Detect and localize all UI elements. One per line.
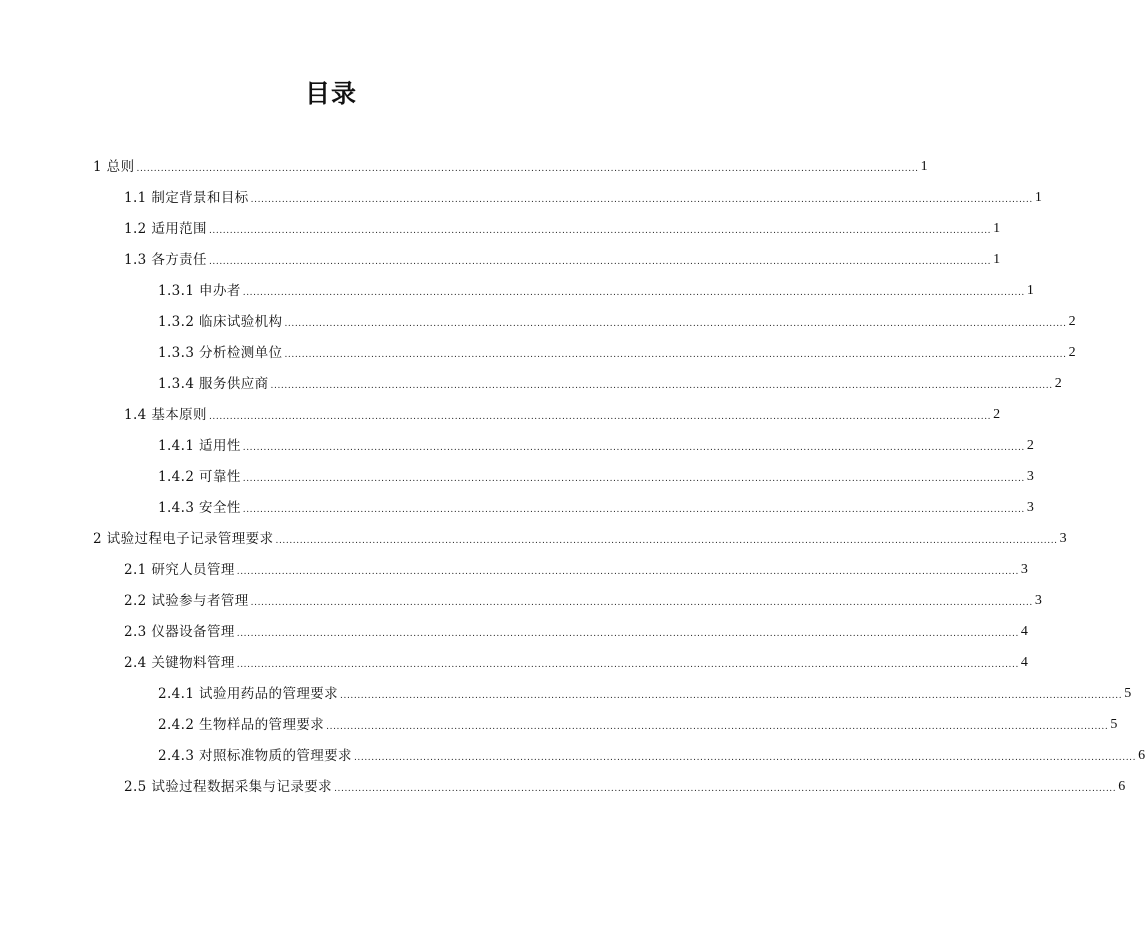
toc-dot-leader: .................................................................................................................................................................................................................................. bbox=[242, 443, 1025, 453]
toc-entry-1-3-4[interactable] bbox=[158, 362, 1062, 393]
toc-entry-label: 1.4 基本原则 bbox=[124, 407, 207, 423]
toc-entry-2-4-2[interactable] bbox=[158, 703, 1118, 734]
toc-entry-2-3[interactable] bbox=[124, 610, 1028, 641]
toc-page-number: 1 bbox=[993, 252, 1001, 267]
toc-page-number: 3 bbox=[1034, 593, 1042, 608]
toc-entry-label: 1 总则 bbox=[93, 159, 135, 175]
toc-page-number: 1 bbox=[1026, 283, 1034, 298]
toc-page-number: 6 bbox=[1138, 748, 1145, 763]
toc-page-number: 2 bbox=[1026, 438, 1034, 453]
toc-page-number: 2 bbox=[1054, 376, 1062, 391]
toc-entry-1-3-3[interactable] bbox=[158, 331, 1076, 362]
toc-page-number: 2 bbox=[1068, 345, 1076, 360]
toc-entry-1-4-1[interactable] bbox=[158, 424, 1034, 455]
toc-page-number: 2 bbox=[993, 407, 1001, 422]
toc-dot-leader: .................................................................................................................................................................................................................................. bbox=[208, 412, 992, 422]
toc-entry-label: 1.3.2 临床试验机构 bbox=[158, 314, 283, 330]
toc-entry-1-4-3[interactable] bbox=[158, 486, 1034, 517]
toc-page-number: 2 bbox=[1068, 314, 1076, 329]
toc-entry-label: 1.1 制定背景和目标 bbox=[124, 190, 249, 206]
toc-entry-label: 1.3.1 申办者 bbox=[158, 283, 241, 299]
toc-dot-leader: .................................................................................................................................................................................................................................. bbox=[353, 753, 1137, 763]
toc-entry-label: 2.4 关键物料管理 bbox=[124, 655, 235, 671]
toc-entry-2-2[interactable] bbox=[124, 579, 1042, 610]
toc-page-number: 1 bbox=[920, 159, 928, 174]
toc-page-number: 4 bbox=[1020, 655, 1028, 670]
toc-dot-leader: .................................................................................................................................................................................................................................. bbox=[236, 660, 1019, 670]
toc-dot-leader: .................................................................................................................................................................................................................................. bbox=[236, 629, 1019, 639]
toc-dot-leader: .................................................................................................................................................................................................................................. bbox=[340, 691, 1123, 701]
toc-entry-label: 1.3.4 服务供应商 bbox=[158, 376, 269, 392]
toc-dot-leader: .................................................................................................................................................................................................................................. bbox=[250, 195, 1033, 205]
toc-entry-1-4-2[interactable] bbox=[158, 455, 1034, 486]
toc-entry-2-4-1[interactable] bbox=[158, 672, 1132, 703]
toc-dot-leader: .................................................................................................................................................................................................................................. bbox=[326, 722, 1109, 732]
toc-dot-leader: .................................................................................................................................................................................................................................. bbox=[208, 226, 992, 236]
toc-entry-1-3-1[interactable] bbox=[158, 269, 1034, 300]
toc-page-number: 3 bbox=[1020, 562, 1028, 577]
toc-page-number: 5 bbox=[1124, 686, 1132, 701]
toc-dot-leader: .................................................................................................................................................................................................................................. bbox=[208, 257, 992, 267]
toc-entry-1-3[interactable] bbox=[124, 238, 1001, 269]
toc-page-number: 3 bbox=[1026, 469, 1034, 484]
toc-entry-1-1[interactable] bbox=[124, 176, 1042, 207]
toc-dot-leader: .................................................................................................................................................................................................................................. bbox=[250, 598, 1033, 608]
toc-page-number: 4 bbox=[1020, 624, 1028, 639]
toc-entry-label: 1.3 各方责任 bbox=[124, 252, 207, 268]
toc-entry-label: 2.4.1 试验用药品的管理要求 bbox=[158, 686, 339, 702]
toc-entry-2-4-3[interactable] bbox=[158, 734, 1145, 765]
toc-page-number: 1 bbox=[1034, 190, 1042, 205]
toc-entry-1-4[interactable] bbox=[124, 393, 1001, 424]
toc-entry-label: 1.2 适用范围 bbox=[124, 221, 207, 237]
toc-entry-label: 1.4.3 安全性 bbox=[158, 500, 241, 516]
toc-dot-leader: .................................................................................................................................................................................................................................. bbox=[136, 164, 919, 174]
toc-entry-2[interactable] bbox=[93, 517, 1067, 548]
toc-entry-label: 2.2 试验参与者管理 bbox=[124, 593, 249, 609]
toc-dot-leader: .................................................................................................................................................................................................................................. bbox=[236, 567, 1019, 577]
toc-dot-leader: .................................................................................................................................................................................................................................. bbox=[270, 381, 1053, 391]
toc-dot-leader: .................................................................................................................................................................................................................................. bbox=[284, 319, 1067, 329]
toc-entry-label: 2.3 仪器设备管理 bbox=[124, 624, 235, 640]
toc-page-number: 6 bbox=[1118, 779, 1126, 794]
toc-entry-label: 1.4.1 适用性 bbox=[158, 438, 241, 454]
toc-dot-leader: .................................................................................................................................................................................................................................. bbox=[242, 505, 1025, 515]
toc-page-number: 5 bbox=[1110, 717, 1118, 732]
toc-dot-leader: .................................................................................................................................................................................................................................. bbox=[242, 474, 1025, 484]
toc-dot-leader: .................................................................................................................................................................................................................................. bbox=[275, 536, 1058, 546]
toc-entry-label: 1.3.3 分析检测单位 bbox=[158, 345, 283, 361]
toc-entry-label: 2.5 试验过程数据采集与记录要求 bbox=[124, 779, 333, 795]
toc-entry-label: 2 试验过程电子记录管理要求 bbox=[93, 531, 274, 547]
toc-entry-label: 2.1 研究人员管理 bbox=[124, 562, 235, 578]
toc-entry-label: 1.4.2 可靠性 bbox=[158, 469, 241, 485]
toc-entry-2-4[interactable] bbox=[124, 641, 1028, 672]
toc-entry-1-2[interactable] bbox=[124, 207, 1001, 238]
toc-entry-2-5[interactable] bbox=[124, 765, 1126, 796]
toc-dot-leader: .................................................................................................................................................................................................................................. bbox=[334, 784, 1117, 794]
toc-dot-leader: .................................................................................................................................................................................................................................. bbox=[284, 350, 1067, 360]
toc-entry-2-1[interactable] bbox=[124, 548, 1028, 579]
toc-entry-1-3-2[interactable] bbox=[158, 300, 1076, 331]
toc-entry-label: 2.4.3 对照标准物质的管理要求 bbox=[158, 748, 352, 764]
page-title: 目录 bbox=[304, 79, 357, 108]
toc-entry-label: 2.4.2 生物样品的管理要求 bbox=[158, 717, 325, 733]
toc-page-number: 3 bbox=[1059, 531, 1067, 546]
toc-page-number: 1 bbox=[993, 221, 1001, 236]
toc-entry-1[interactable] bbox=[93, 145, 928, 176]
toc-page-number: 3 bbox=[1026, 500, 1034, 515]
toc-dot-leader: .................................................................................................................................................................................................................................. bbox=[242, 288, 1025, 298]
